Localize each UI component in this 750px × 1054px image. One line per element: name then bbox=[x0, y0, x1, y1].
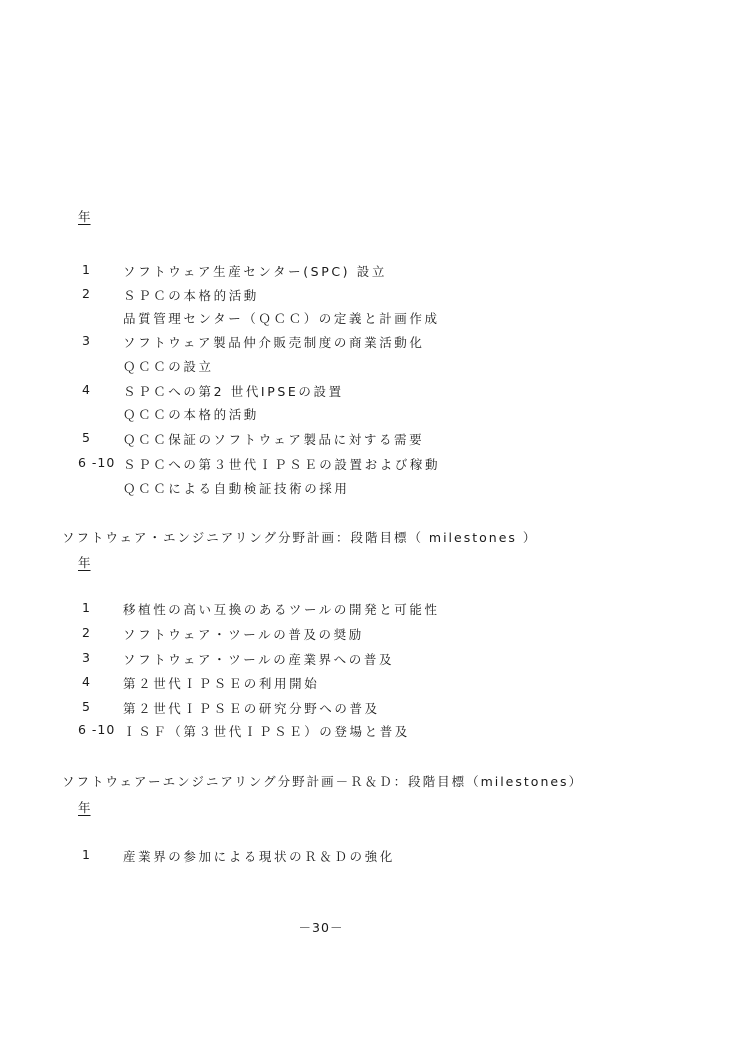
row-text: ＳＰＣの本格的活動 bbox=[123, 288, 259, 303]
row-text: ＩＳＦ（第３世代ＩＰＳＥ）の登場と普及 bbox=[123, 724, 410, 739]
section1-year-label: 年 bbox=[78, 209, 91, 224]
row-text: ソフトウェア製品仲介販売制度の商業活動化 bbox=[123, 335, 425, 350]
row-text: ＳＰＣへの第2 世代IPSEの設置 bbox=[123, 384, 344, 399]
section2-year-label: 年 bbox=[78, 555, 91, 570]
section3-year-label: 年 bbox=[78, 800, 91, 815]
row-year: 1 bbox=[82, 600, 91, 615]
row-year: 4 bbox=[82, 674, 91, 689]
row-year: 2 bbox=[82, 286, 91, 301]
row-year: 2 bbox=[82, 625, 91, 640]
row-text: ＳＰＣへの第３世代ＩＰＳＥの設置および稼動 bbox=[123, 457, 441, 472]
row-text: ＱＣＣによる自動検証技術の採用 bbox=[123, 481, 350, 496]
row-year: 5 bbox=[82, 699, 91, 714]
row-text: 移植性の高い互換のあるツールの開発と可能性 bbox=[123, 602, 440, 617]
row-year: 3 bbox=[82, 333, 91, 348]
section2-heading: ソフトウェア・エンジニアリング分野計画：段階目標（ milestones ） bbox=[62, 530, 538, 545]
row-year: 6 -10 bbox=[78, 722, 116, 737]
row-year: 6 -10 bbox=[78, 455, 116, 470]
section3-heading: ソフトウェアーエンジニアリング分野計画－Ｒ＆Ｄ：段階目標（milestones） bbox=[62, 774, 584, 789]
row-text: ソフトウェア・ツールの産業界への普及 bbox=[123, 652, 395, 667]
row-text: 品質管理センター（ＱＣＣ）の定義と計画作成 bbox=[123, 311, 440, 326]
row-year: 1 bbox=[82, 847, 91, 862]
row-text: ソフトウェア・ツールの普及の奨励 bbox=[123, 627, 364, 642]
row-text: ＱＣＣの設立 bbox=[123, 359, 214, 374]
row-text: 産業界の参加による現状のＲ＆Ｄの強化 bbox=[123, 849, 395, 864]
row-year: 1 bbox=[82, 262, 91, 277]
row-text: 第２世代ＩＰＳＥの利用開始 bbox=[123, 676, 320, 691]
row-text: 第２世代ＩＰＳＥの研究分野への普及 bbox=[123, 701, 380, 716]
page-number: －30－ bbox=[298, 920, 344, 935]
row-text: ＱＣＣ保証のソフトウェア製品に対する需要 bbox=[123, 432, 425, 447]
row-year: 3 bbox=[82, 650, 91, 665]
row-year: 5 bbox=[82, 430, 91, 445]
row-text: ＱＣＣの本格的活動 bbox=[123, 407, 259, 422]
row-text: ソフトウェア生産センター(SPC) 設立 bbox=[123, 264, 387, 279]
row-year: 4 bbox=[82, 382, 91, 397]
